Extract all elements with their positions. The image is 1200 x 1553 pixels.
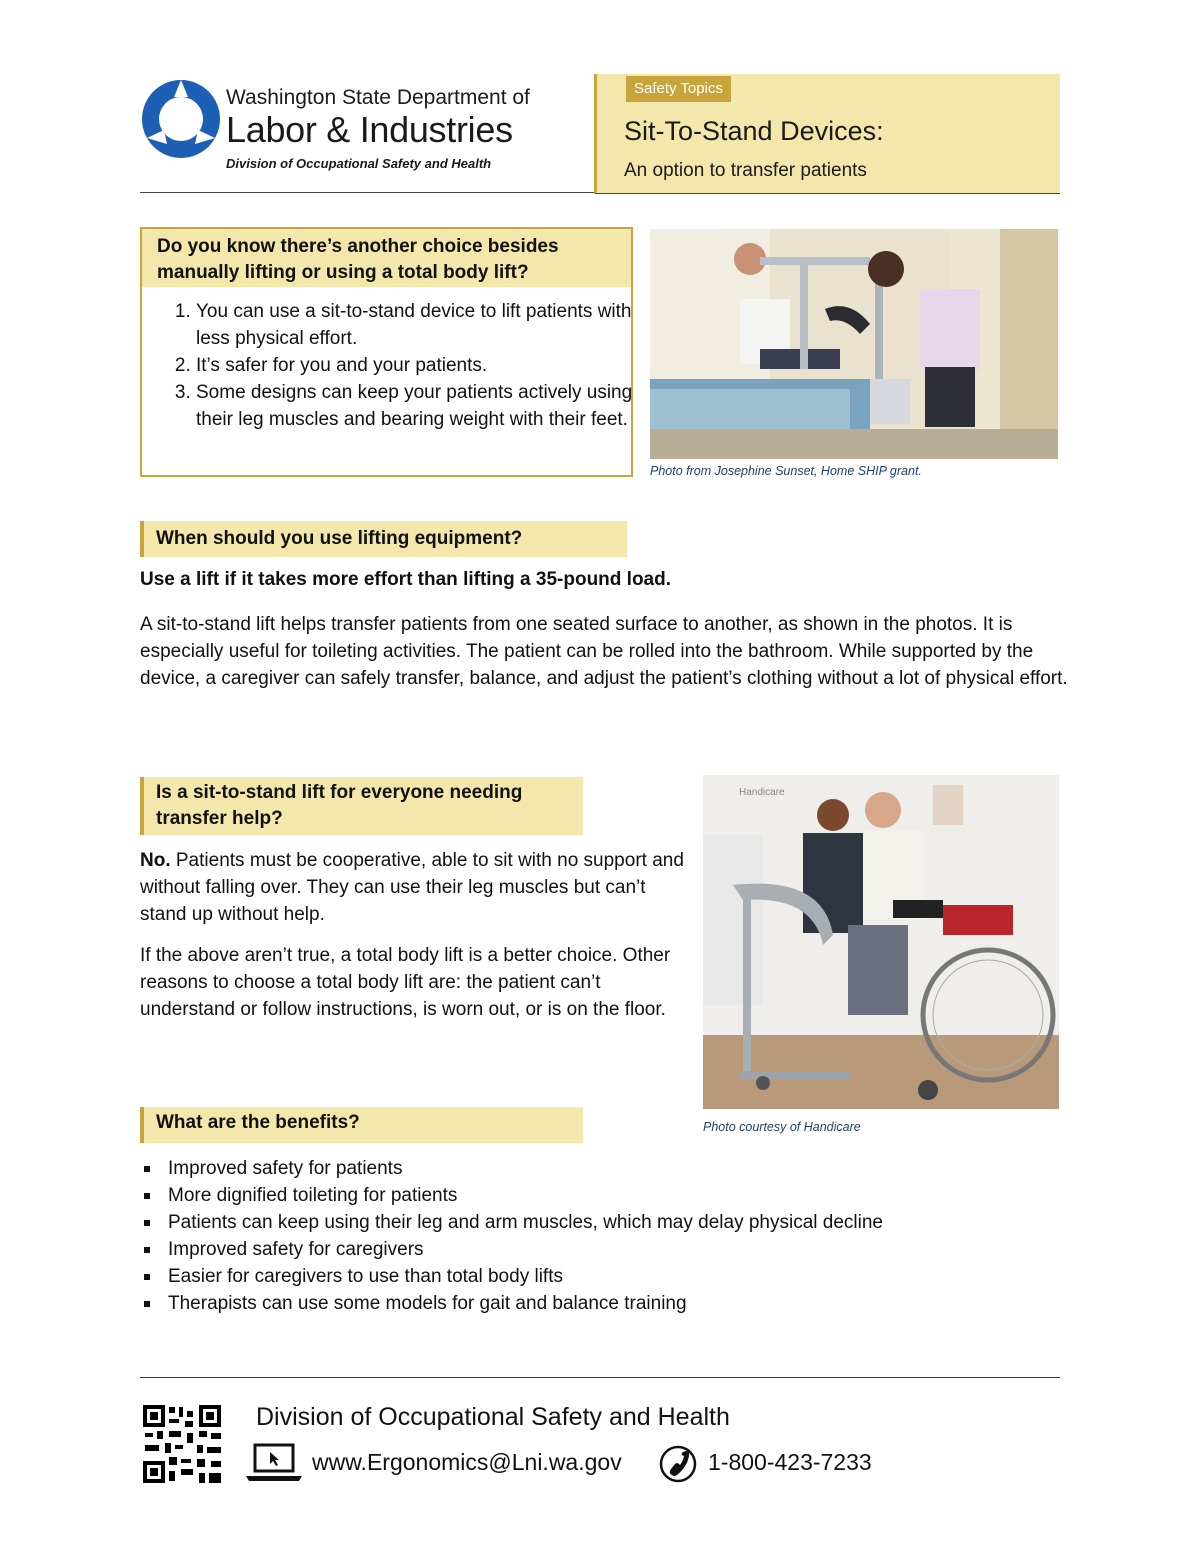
intro-list <box>158 298 656 433</box>
wall-logo-text: Handicare <box>739 787 785 798</box>
page-subtitle: An option to transfer patients <box>624 160 867 181</box>
section-heading-everyone: Is a sit-to-stand lift for everyone needing transfer help? <box>140 777 583 835</box>
list-item: More dignified toileting for patients <box>140 1182 1060 1209</box>
photo-caption: Photo from Josephine Sunset, Home SHIP grant. <box>650 464 922 478</box>
footer-email-link[interactable]: www.Ergonomics@Lni.wa.gov <box>312 1449 622 1475</box>
footer-divider <box>140 1377 1060 1378</box>
footer-organization: Division of Occupational Safety and Health <box>256 1403 730 1431</box>
list-item: Therapists can use some models for gait and balance training <box>140 1290 1060 1317</box>
agency-name-line1: Washington State Department of <box>226 86 530 109</box>
intro-question: Do you know there’s another choice besides manually lifting or using a total body lift? <box>157 236 559 283</box>
list-item: Improved safety for patients <box>140 1155 1060 1182</box>
photo-handicare-lift <box>703 775 1059 1109</box>
phone-icon <box>659 1445 697 1483</box>
agency-name: Labor & Industries <box>226 109 513 150</box>
photo-caption: Photo courtesy of Handicare <box>703 1120 861 1134</box>
everyone-answer <box>140 847 685 928</box>
qr-code-icon[interactable] <box>141 1403 223 1485</box>
list-item: 3. Some designs can keep your patients actively using their leg muscles and bearing weight with their feet. <box>196 379 656 433</box>
topic-badge: Safety Topics <box>626 76 731 102</box>
section-heading-when: When should you use lifting equipment? <box>140 521 627 557</box>
header-divider <box>140 192 595 193</box>
list-item: Improved safety for caregivers <box>140 1236 1060 1263</box>
list-item: Easier for caregivers to use than total body lifts <box>140 1263 1060 1290</box>
list-item: 1. You can use a sit-to-stand device to lift patients with less physical effort. <box>196 298 656 352</box>
lifting-rule: Use a lift if it takes more effort than lifting a 35-pound load. <box>140 569 671 590</box>
when-paragraph: A sit-to-stand lift helps transfer patients from one seated surface to another, as shown in the photos. It is especially useful for toileting activities. The patient can be rolled into the bathroom. While supported by the device, a caregiver can safely transfer, balance, and adjust the patient’s clothing without a lot of physical effort. <box>140 614 1068 689</box>
answer-no: No. <box>140 850 171 871</box>
photo-caregiver-lift <box>650 229 1058 459</box>
section-heading-benefits: What are the benefits? <box>140 1107 583 1143</box>
answer-detail: Patients must be cooperative, able to sit with no support and without falling over. They can use their leg muscles but can’t stand up without help. <box>140 850 684 925</box>
lni-logo-icon <box>140 78 222 160</box>
list-item: 2. It’s safer for you and your patients. <box>196 352 656 379</box>
benefits-list <box>140 1155 1060 1317</box>
page-title: Sit-To-Stand Devices: <box>624 116 884 146</box>
list-item: Patients can keep using their leg and arm muscles, which may delay physical decline <box>140 1209 1060 1236</box>
footer-phone-number[interactable]: 1-800-423-7233 <box>708 1449 872 1475</box>
agency-division: Division of Occupational Safety and Health <box>226 156 492 171</box>
computer-icon <box>244 1443 304 1483</box>
everyone-paragraph: If the above aren’t true, a total body lift is a better choice. Other reasons to choose a total body lift are: the patient can’t understand or follow instructions, is worn out, or is on the floor. <box>140 945 671 1020</box>
